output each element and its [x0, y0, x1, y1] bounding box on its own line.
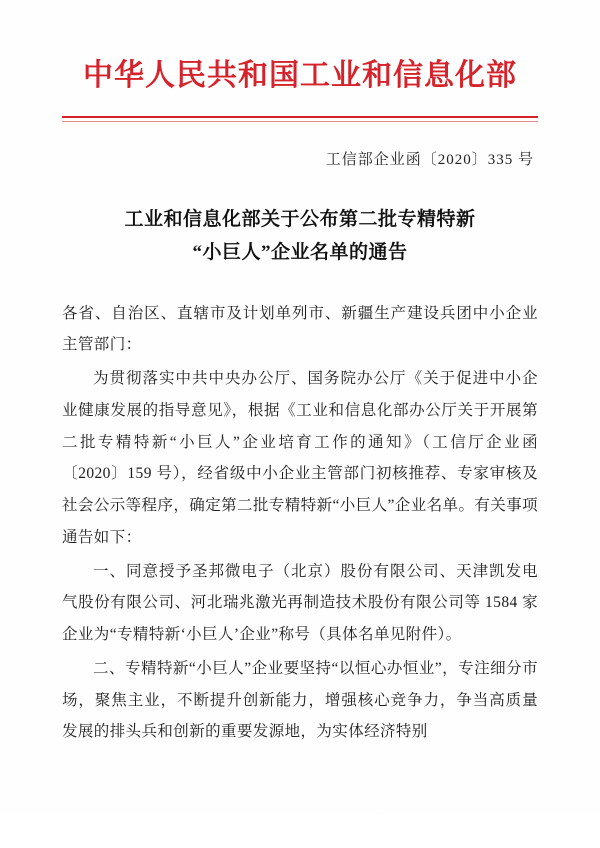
- document-title-line-2: “小巨人”企业名单的通告: [192, 242, 408, 264]
- paragraph-item-one: 一、同意授予圣邦微电子（北京）股份有限公司、天津凯发电气股份有限公司、河北瑞兆激光再制造技术股份有限公司等 1584 家企业为“专精特新‘小巨人’企业”称号（具体名单见附件）。: [62, 562, 538, 644]
- document-number: 工信部企业函〔2020〕335 号: [325, 152, 534, 168]
- paragraph-addressee: 各省、自治区、直辖市及计划单列市、新疆生产建设兵团中小企业主管部门：: [62, 304, 538, 354]
- masthead-title: 中华人民共和国工业和信息化部: [83, 59, 517, 92]
- document-body: [62, 298, 538, 749]
- masthead-divider-thin: [62, 121, 538, 122]
- paragraph-background: 为贯彻落实中共中央办公厅、国务院办公厅《关于促进中小企业健康发展的指导意见》，根据《工业和信息化部办公厅关于开展第二批专精特新“小巨人”企业培育工作的通知》（工信厅企业函〔2020〕159 号），经省级中小企业主管部门初核推荐、专家审核及社会公示等程序，确定第二批专精特新“小巨人”企业名单。有关事项通告如下：: [62, 370, 538, 546]
- page-bottom-fade: [0, 778, 600, 848]
- document-title: [62, 203, 538, 270]
- masthead-divider-thick: [62, 116, 538, 118]
- paragraph-item-two: 二、专精特新“小巨人”企业要坚持“以恒心办恒业”，专注细分市场，聚焦主业，不断提升创新能力，增强核心竞争力，争当高质量发展的排头兵和创新的重要发源地，为实体经济特别: [62, 659, 538, 741]
- document-title-line-1: 工业和信息化部关于公布第二批专精特新: [124, 209, 476, 230]
- masthead: [62, 0, 538, 94]
